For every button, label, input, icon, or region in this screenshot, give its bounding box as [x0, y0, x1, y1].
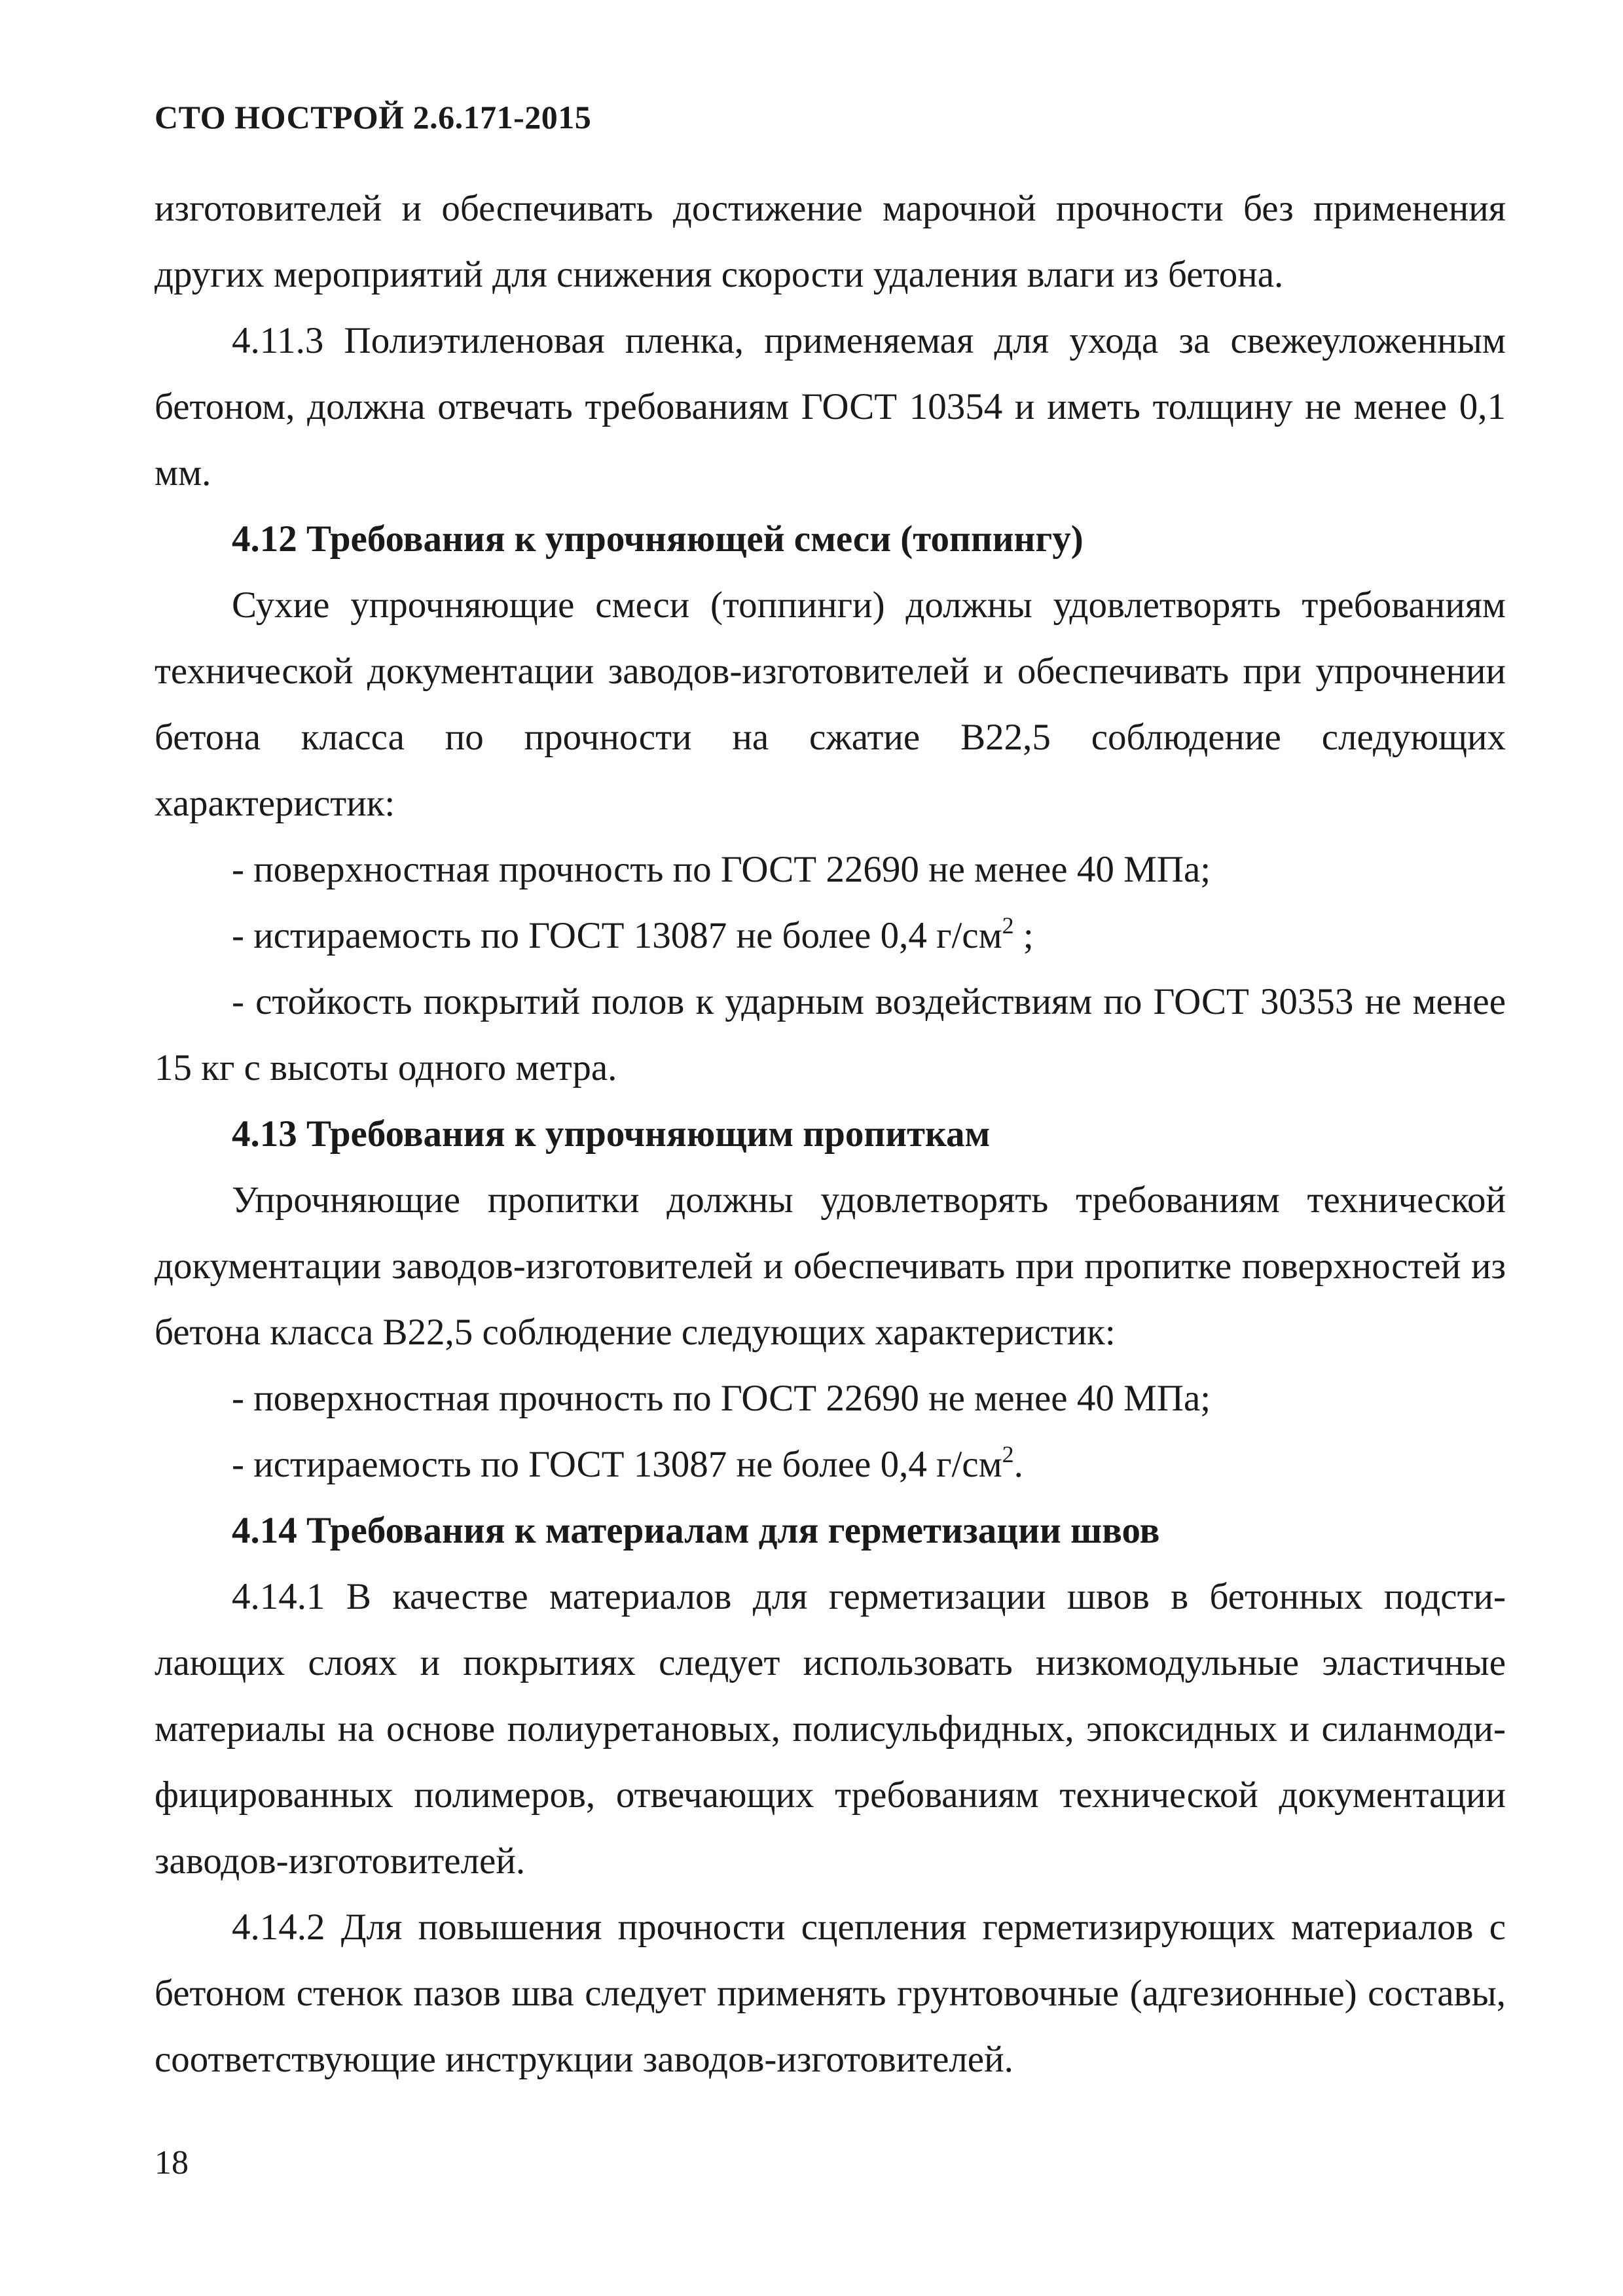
list-item-abrasion: [155, 903, 1506, 969]
paragraph-4-14-2: 4.14.2 Для повышения прочности сцепления герметизирующих материалов с бетоном стенок пазов шва следует применять грунтовочные (адгезионные) составы, соответствующие инструкции заводов-изготовителей.: [155, 1907, 1506, 2080]
superscript: 2: [1002, 912, 1014, 939]
list-item-surface-strength: - поверхностная прочность по ГОСТ 22690 не менее 40 МПа;: [232, 1378, 1211, 1419]
superscript: 2: [1002, 1441, 1014, 1467]
section-heading-4-14: 4.14 Требования к материалам для герметизации швов: [232, 1510, 1160, 1551]
document-header: СТО НОСТРОЙ 2.6.171-2015: [155, 99, 592, 135]
list-item-impact-resistance: - стойкость покрытий полов к ударным воздействиям по ГОСТ 30353 не менее 15 кг с высоты одного метра.: [155, 981, 1506, 1088]
list-item-text: - истираемость по ГОСТ 13087 не более 0,4 г/см: [232, 915, 1002, 956]
list-item-text: - истираемость по ГОСТ 13087 не более 0,4 г/см: [232, 1444, 1002, 1485]
document-body: [155, 175, 1506, 2092]
paragraph-continuation: изготовителей и обеспечивать достижение марочной прочности без применения других мероприятий для снижения скорости удаления влаги из бетона.: [155, 188, 1506, 295]
paragraph-4-12-intro: Сухие упрочняющие смеси (топпинги) должны удовлетворять требованиям технической документации заводов-изготовителей и обеспечивать при упрочнении бетона класса по прочности на сжатие В22,5 соблюдение следующих характеристик:: [155, 584, 1506, 824]
paragraph-4-11-3: 4.11.3 Полиэтиленовая пленка, применяемая для ухода за свежеуложенным бетоном, должна отвечать требованиям ГОСТ 10354 и иметь толщину не менее 0,1 мм.: [155, 320, 1506, 493]
list-item-surface-strength: - поверхностная прочность по ГОСТ 22690 не менее 40 МПа;: [232, 849, 1211, 890]
page-number: 18: [155, 2144, 189, 2181]
list-item-abrasion: [155, 1431, 1506, 1498]
section-heading-4-12: 4.12 Требования к упрочняющей смеси (топпингу): [232, 518, 1084, 560]
paragraph-4-13-intro: Упрочняющие пропитки должны удовлетворять требованиям технической документации заводов-изготовителей и обеспечивать при пропитке поверхностей из бетона класса В22,5 соблюдение следующих характеристик:: [155, 1179, 1506, 1353]
list-item-end: .: [1013, 1444, 1023, 1485]
paragraph-4-14-1: 4.14.1 В качестве материалов для герметизации швов в бетонных подстилающих слоях и покрытиях следует использовать низкомодульные эластичные материалы на основе полиуретановых, полисульфидных, эпоксидных и силанмодифицированных полимеров, отвечающих требованиям технической документации заводов-изготовителей.: [155, 1576, 1506, 1882]
list-item-end: ;: [1013, 915, 1034, 956]
section-heading-4-13: 4.13 Требования к упрочняющим пропиткам: [232, 1113, 991, 1155]
